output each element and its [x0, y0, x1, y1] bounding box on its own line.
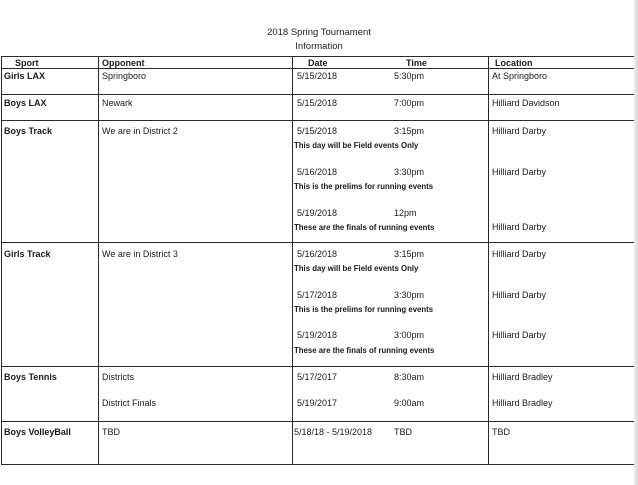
location-cell: Hilliard Bradley — [492, 372, 553, 382]
opponent-cell: TBD — [102, 427, 120, 437]
row-divider — [1, 366, 635, 367]
event-note: These are the finals of running events — [294, 223, 435, 232]
column-divider — [488, 56, 489, 465]
opponent-cell: Districts — [102, 372, 134, 382]
column-divider — [292, 56, 293, 465]
event-note: This day will be Field events Only — [294, 264, 419, 273]
date-cell: 5/15/2018 — [297, 71, 338, 81]
time-cell: 3:15pm — [394, 249, 425, 259]
column-header-location: Location — [495, 58, 533, 68]
row-divider — [1, 120, 635, 121]
time-cell: 3:00pm — [394, 330, 425, 340]
time-cell: 3:30pm — [394, 167, 425, 177]
column-header-opponent: Opponent — [102, 58, 145, 68]
date-cell: 5/15/2018 — [297, 126, 338, 136]
date-cell: 5/17/2018 — [297, 290, 338, 300]
table-top-border — [1, 56, 635, 57]
date-cell: 5/19/2018 — [297, 208, 338, 218]
time-cell: 5:30pm — [394, 71, 425, 81]
document-title: 2018 Spring Tournament — [267, 27, 371, 38]
page-edge-shadow — [634, 0, 638, 485]
table-bottom-border — [1, 464, 635, 465]
location-cell: Hilliard Darby — [492, 290, 547, 300]
time-cell: 3:15pm — [394, 126, 425, 136]
date-cell: 5/16/2018 — [297, 249, 338, 259]
event-note: This day will be Field events Only — [294, 141, 419, 150]
event-note: This is the prelims for running events — [294, 182, 434, 191]
column-divider — [98, 56, 99, 465]
opponent-cell: Newark — [102, 98, 133, 108]
location-cell: Hilliard Darby — [492, 249, 547, 259]
sport-cell: Boys Track — [4, 126, 53, 136]
opponent-cell: We are in District 2 — [102, 126, 178, 136]
location-cell: Hilliard Darby — [492, 126, 547, 136]
location-cell: TBD — [492, 427, 510, 437]
location-cell: Hilliard Bradley — [492, 398, 553, 408]
sport-cell: Girls Track — [4, 249, 51, 259]
row-divider — [1, 242, 635, 243]
document-subtitle: Information — [295, 41, 343, 52]
table-left-border — [1, 56, 2, 465]
location-cell: Hilliard Darby — [492, 222, 547, 232]
date-cell: 5/18/18 - 5/19/2018 — [294, 427, 373, 437]
opponent-cell: District Finals — [102, 398, 157, 408]
event-note: This is the prelims for running events — [294, 305, 434, 314]
column-header-time: Time — [406, 58, 427, 68]
sport-cell: Boys LAX — [4, 98, 47, 108]
column-header-sport: Sport — [15, 58, 39, 68]
time-cell: 3:30pm — [394, 290, 425, 300]
sport-cell: Girls LAX — [4, 71, 46, 81]
row-divider — [1, 421, 635, 422]
time-cell: 8:30am — [394, 372, 425, 382]
date-cell: 5/19/2018 — [297, 330, 338, 340]
time-cell: 12pm — [394, 208, 417, 218]
time-cell: 9:00am — [394, 398, 425, 408]
time-cell: TBD — [394, 427, 412, 437]
date-cell: 5/15/2018 — [297, 98, 338, 108]
location-cell: Hilliard Davidson — [492, 98, 560, 108]
opponent-cell: We are in District 3 — [102, 249, 178, 259]
sport-cell: Boys Tennis — [4, 372, 57, 382]
date-cell: 5/16/2018 — [297, 167, 338, 177]
opponent-cell: Springboro — [102, 71, 147, 81]
event-note: These are the finals of running events — [294, 346, 435, 355]
row-divider — [1, 94, 635, 95]
location-cell: Hilliard Darby — [492, 330, 547, 340]
location-cell: Hilliard Darby — [492, 167, 547, 177]
time-cell: 7:00pm — [394, 98, 425, 108]
sport-cell: Boys VolleyBall — [4, 427, 71, 437]
date-cell: 5/17/2017 — [297, 372, 338, 382]
column-header-date: Date — [308, 58, 328, 68]
date-cell: 5/19/2017 — [297, 398, 338, 408]
location-cell: At Springboro — [492, 71, 548, 81]
